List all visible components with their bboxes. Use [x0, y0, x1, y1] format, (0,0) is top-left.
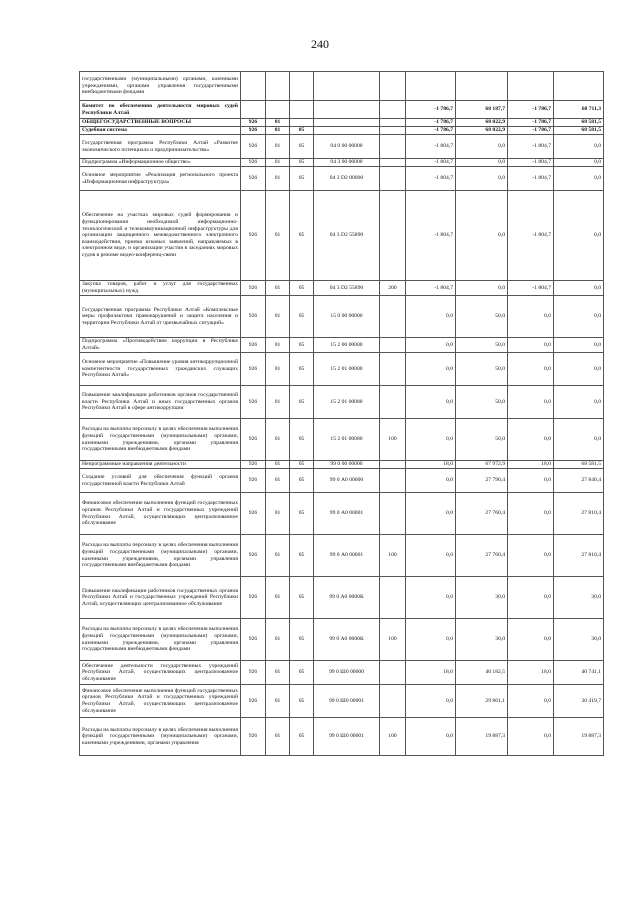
cell-amount-year1: 27 760,4	[456, 535, 508, 577]
cell-amendment-year2: 0,0	[508, 419, 554, 461]
table-row	[80, 419, 604, 461]
table-row	[80, 461, 604, 469]
cell-amount-year2: 0,0	[554, 159, 604, 167]
cell-name: Обеспечение деятельности государственных учреждений Республики Алтай, осуществляющих централизованное обслуживание	[80, 661, 241, 685]
table-row	[80, 353, 604, 386]
page-number: 240	[311, 37, 329, 51]
cell-amendment-year2: -1 786,7	[508, 101, 554, 119]
cell-amount-year1: 68 187,7	[456, 101, 508, 119]
cell-name: Обеспечение на участках мировых судей формирования и функционирования необходимой информационно-технологической и телекоммуникационной инфраструктуры для организации защищенного межведомственного электронного взаимодействия, приема исковых заявлений, направляемых в электронном виде, и организации участия в заседаниях мировых судов в режиме видео-конференц-связи	[80, 191, 241, 281]
cell-section: 01	[266, 191, 290, 281]
cell-amount-year1: 50,0	[456, 353, 508, 386]
cell-amendment-year2: -1 804,7	[508, 135, 554, 159]
cell-name: государственными (муниципальными) органами, казенными учреждениями, органами управления государственными внебюджетными фондами	[80, 72, 241, 101]
table-row	[80, 167, 604, 191]
cell-expense-type	[380, 577, 406, 619]
cell-amendment-year2: 18,0	[508, 461, 554, 469]
cell-section: 01	[266, 577, 290, 619]
cell-ministry: 926	[241, 281, 266, 296]
cell-amount-year1: 29 861,1	[456, 685, 508, 718]
cell-ministry: 926	[241, 127, 266, 135]
cell-amendment-year2	[508, 72, 554, 101]
cell-amendment-year2: -1 786,7	[508, 127, 554, 135]
cell-ministry: 926	[241, 619, 266, 661]
cell-name: Подпрограмма «Информационное общество»	[80, 159, 241, 167]
cell-subsection: 05	[290, 685, 314, 718]
budget-table	[79, 71, 604, 756]
cell-amendment-year2: 0,0	[508, 338, 554, 353]
cell-amendment-year2: -1 786,7	[508, 119, 554, 127]
cell-target-article: 99 0 А0 0000К	[314, 619, 380, 661]
table-row	[80, 661, 604, 685]
cell-amount-year1: 0,0	[456, 167, 508, 191]
cell-amount-year2	[554, 72, 604, 101]
table-row	[80, 296, 604, 338]
cell-amount-year1: 30,0	[456, 577, 508, 619]
cell-ministry: 926	[241, 461, 266, 469]
cell-expense-type	[380, 685, 406, 718]
table-row	[80, 577, 604, 619]
cell-name: Подпрограмма «Противодействие коррупции в Республике Алтай»	[80, 338, 241, 353]
cell-ministry: 926	[241, 353, 266, 386]
cell-name: Повышение квалификации работников органов государственной власти Республики Алтай и иных государственных органов Республики Алтай в сфере антикоррупции	[80, 386, 241, 419]
cell-amendment-year1: -1 804,7	[406, 135, 456, 159]
cell-amendment-year1: -1 786,7	[406, 101, 456, 119]
table-row	[80, 386, 604, 419]
cell-amount-year2: 27 840,4	[554, 469, 604, 493]
table-row	[80, 718, 604, 756]
cell-amount-year1	[456, 72, 508, 101]
cell-name: Расходы на выплаты персоналу в целях обеспечения выполнения функций государственными (муниципальными) органами, казенными учреждениями, органами управления государственными внебюджетными фондами	[80, 419, 241, 461]
cell-name: Создание условий для обеспечения функций органов государственной власти Республики Алтай	[80, 469, 241, 493]
table-row	[80, 619, 604, 661]
cell-expense-type: 100	[380, 419, 406, 461]
cell-subsection: 05	[290, 535, 314, 577]
cell-amendment-year2: 0,0	[508, 386, 554, 419]
cell-expense-type	[380, 191, 406, 281]
cell-name: Расходы на выплаты персоналу в целях обеспечения выполнения функций государственными (муниципальными) органами, казенными учреждениями, органами управления государственными внебюджетными фондами	[80, 619, 241, 661]
cell-name: ОБЩЕГОСУДАРСТВЕННЫЕ ВОПРОСЫ	[80, 119, 241, 127]
cell-name: Государственная программа Республики Алтай «Развитие экономического потенциала и предпринимательства»	[80, 135, 241, 159]
cell-amount-year2: 40 741,1	[554, 661, 604, 685]
cell-ministry: 926	[241, 493, 266, 535]
cell-target-article: 15 2 01 00080	[314, 419, 380, 461]
cell-amendment-year1: 0,0	[406, 296, 456, 338]
cell-target-article: 99 0 Ш0 00001	[314, 685, 380, 718]
cell-target-article: 15 2 01 00080	[314, 386, 380, 419]
cell-section	[266, 101, 290, 119]
table-row	[80, 127, 604, 135]
cell-amount-year2: 0,0	[554, 338, 604, 353]
cell-amount-year1: 67 972,9	[456, 461, 508, 469]
cell-subsection: 05	[290, 281, 314, 296]
cell-expense-type	[380, 135, 406, 159]
cell-subsection: 05	[290, 135, 314, 159]
cell-section: 01	[266, 127, 290, 135]
cell-amendment-year1: 0,0	[406, 386, 456, 419]
cell-amendment-year1: 18,0	[406, 461, 456, 469]
cell-amendment-year1: -1 804,7	[406, 159, 456, 167]
cell-target-article: 04 3 D2 55890	[314, 281, 380, 296]
cell-amendment-year1: 0,0	[406, 718, 456, 756]
cell-amendment-year1: 0,0	[406, 353, 456, 386]
table-row	[80, 72, 604, 101]
cell-expense-type	[380, 296, 406, 338]
cell-target-article	[314, 101, 380, 119]
cell-amendment-year1: -1 804,7	[406, 281, 456, 296]
cell-target-article: 99 0 А0 00001	[314, 535, 380, 577]
cell-name: Судебная система	[80, 127, 241, 135]
cell-amendment-year2: -1 804,7	[508, 191, 554, 281]
cell-target-article: 15 2 00 00000	[314, 338, 380, 353]
cell-ministry: 926	[241, 135, 266, 159]
cell-amount-year1: 50,0	[456, 386, 508, 419]
cell-section: 01	[266, 353, 290, 386]
cell-name: Комитет по обеспечению деятельности мировых судей Республики Алтай	[80, 101, 241, 119]
cell-target-article: 15 2 01 00000	[314, 353, 380, 386]
cell-amount-year1: 30,0	[456, 619, 508, 661]
cell-amendment-year1: 0,0	[406, 685, 456, 718]
table-row	[80, 338, 604, 353]
cell-target-article: 04 3 D2 00000	[314, 167, 380, 191]
cell-expense-type	[380, 386, 406, 419]
cell-amount-year2: 68 581,5	[554, 461, 604, 469]
table-row	[80, 159, 604, 167]
cell-amendment-year1: -1 804,7	[406, 191, 456, 281]
cell-amount-year2: 30 419,7	[554, 685, 604, 718]
table-row	[80, 493, 604, 535]
cell-expense-type	[380, 469, 406, 493]
cell-section: 01	[266, 461, 290, 469]
cell-section: 01	[266, 119, 290, 127]
cell-section: 01	[266, 167, 290, 191]
cell-target-article: 99 0 А0 00000	[314, 469, 380, 493]
cell-amendment-year2: 0,0	[508, 493, 554, 535]
cell-amendment-year2: 0,0	[508, 619, 554, 661]
cell-ministry: 926	[241, 386, 266, 419]
cell-name: Непрограммные направления деятельности	[80, 461, 241, 469]
cell-expense-type: 100	[380, 718, 406, 756]
cell-amendment-year1: 0,0	[406, 469, 456, 493]
cell-section: 01	[266, 419, 290, 461]
cell-expense-type	[380, 72, 406, 101]
cell-amendment-year1: 0,0	[406, 535, 456, 577]
cell-amendment-year2: -1 804,7	[508, 281, 554, 296]
cell-section: 01	[266, 159, 290, 167]
cell-expense-type	[380, 493, 406, 535]
cell-subsection: 05	[290, 353, 314, 386]
cell-target-article: 99 0 Ш0 00001	[314, 718, 380, 756]
table-row	[80, 281, 604, 296]
cell-amount-year1: 0,0	[456, 281, 508, 296]
cell-section	[266, 72, 290, 101]
cell-subsection: 05	[290, 419, 314, 461]
cell-amount-year1: 0,0	[456, 191, 508, 281]
cell-ministry: 926	[241, 685, 266, 718]
cell-subsection: 05	[290, 461, 314, 469]
cell-subsection: 05	[290, 159, 314, 167]
cell-amount-year2: 0,0	[554, 353, 604, 386]
cell-amount-year1: 50,0	[456, 296, 508, 338]
cell-amendment-year1: -1 786,7	[406, 119, 456, 127]
cell-target-article: 99 0 А0 0000К	[314, 577, 380, 619]
cell-amendment-year2: 0,0	[508, 353, 554, 386]
cell-amendment-year1: 0,0	[406, 419, 456, 461]
cell-subsection: 05	[290, 577, 314, 619]
cell-amount-year1: 27 760,4	[456, 493, 508, 535]
table-row	[80, 685, 604, 718]
cell-section: 01	[266, 685, 290, 718]
cell-ministry: 926	[241, 159, 266, 167]
cell-target-article: 99 0 А0 00001	[314, 493, 380, 535]
cell-amendment-year1: 0,0	[406, 577, 456, 619]
cell-expense-type	[380, 661, 406, 685]
cell-target-article: 04 3 00 00000	[314, 159, 380, 167]
cell-amount-year2: 30,0	[554, 577, 604, 619]
cell-expense-type	[380, 461, 406, 469]
cell-ministry: 926	[241, 296, 266, 338]
cell-amount-year2: 30,0	[554, 619, 604, 661]
table-row	[80, 119, 604, 127]
cell-target-article	[314, 72, 380, 101]
cell-amendment-year1: 0,0	[406, 493, 456, 535]
cell-amount-year1: 27 790,4	[456, 469, 508, 493]
cell-amendment-year2: 0,0	[508, 577, 554, 619]
cell-amendment-year2: 0,0	[508, 296, 554, 338]
cell-name: Основное мероприятие «Повышение уровня антикоррупционной компетентности государственных гражданских служащих Республики Алтай»	[80, 353, 241, 386]
cell-section: 01	[266, 493, 290, 535]
cell-target-article	[314, 127, 380, 135]
cell-subsection: 05	[290, 338, 314, 353]
cell-subsection	[290, 72, 314, 101]
cell-amendment-year1: -1 786,7	[406, 127, 456, 135]
cell-amount-year1: 19 887,3	[456, 718, 508, 756]
cell-amendment-year2: -1 804,7	[508, 167, 554, 191]
cell-name: Закупка товаров, работ и услуг для государственных (муниципальных) нужд	[80, 281, 241, 296]
cell-amount-year2: 0,0	[554, 167, 604, 191]
cell-section: 01	[266, 535, 290, 577]
cell-expense-type	[380, 167, 406, 191]
cell-section: 01	[266, 135, 290, 159]
cell-target-article: 04 0 00 00000	[314, 135, 380, 159]
cell-amendment-year1: 0,0	[406, 338, 456, 353]
cell-amendment-year2: 0,0	[508, 685, 554, 718]
cell-section: 01	[266, 718, 290, 756]
cell-amount-year2: 68 581,5	[554, 119, 604, 127]
cell-ministry	[241, 72, 266, 101]
cell-section: 01	[266, 296, 290, 338]
table-row	[80, 535, 604, 577]
cell-amount-year1: 68 022,9	[456, 119, 508, 127]
cell-target-article: 04 3 D2 55890	[314, 191, 380, 281]
cell-amount-year1: 50,0	[456, 338, 508, 353]
cell-section: 01	[266, 386, 290, 419]
cell-amount-year2: 0,0	[554, 386, 604, 419]
cell-name: Повышение квалификации работников государственных органов Республики Алтай и государственных учреждений Республики Алтай, осуществляющих централизованное обслуживание	[80, 577, 241, 619]
cell-subsection: 05	[290, 127, 314, 135]
cell-amendment-year2: 18,0	[508, 661, 554, 685]
cell-subsection: 05	[290, 469, 314, 493]
cell-name: Расходы на выплаты персоналу в целях обеспечения выполнения функций государственными (муниципальными) органами, казенными учреждениями, органами управления	[80, 718, 241, 756]
cell-target-article	[314, 119, 380, 127]
cell-expense-type: 100	[380, 535, 406, 577]
cell-amount-year1: 50,0	[456, 419, 508, 461]
table-row	[80, 469, 604, 493]
cell-section: 01	[266, 281, 290, 296]
cell-amount-year2: 0,0	[554, 191, 604, 281]
cell-name: Основное мероприятие «Реализация регионального проекта «Информационная инфраструктура»	[80, 167, 241, 191]
cell-amount-year1: 0,0	[456, 159, 508, 167]
cell-ministry: 926	[241, 419, 266, 461]
cell-expense-type	[380, 338, 406, 353]
cell-section: 01	[266, 338, 290, 353]
cell-ministry: 926	[241, 167, 266, 191]
cell-subsection: 05	[290, 493, 314, 535]
cell-expense-type	[380, 127, 406, 135]
cell-subsection	[290, 119, 314, 127]
cell-amendment-year1	[406, 72, 456, 101]
cell-subsection	[290, 101, 314, 119]
cell-amount-year1: 40 182,5	[456, 661, 508, 685]
cell-target-article: 15 0 00 00000	[314, 296, 380, 338]
cell-amendment-year2: -1 804,7	[508, 159, 554, 167]
cell-name: Государственная программа Республики Алтай «Комплексные меры профилактики правонарушений и защита населения и территории Республики Алтай от чрезвычайных ситуаций»	[80, 296, 241, 338]
cell-expense-type: 200	[380, 281, 406, 296]
cell-ministry: 926	[241, 661, 266, 685]
cell-expense-type	[380, 101, 406, 119]
cell-subsection: 05	[290, 619, 314, 661]
cell-ministry: 926	[241, 119, 266, 127]
cell-amendment-year2: 0,0	[508, 535, 554, 577]
cell-ministry: 926	[241, 535, 266, 577]
cell-amount-year2: 0,0	[554, 135, 604, 159]
cell-section: 01	[266, 619, 290, 661]
cell-amendment-year2: 0,0	[508, 718, 554, 756]
cell-name: Финансовое обеспечение выполнения функций государственных органов Республики Алтай и государственных учреждений Республики Алтай, осуществляющих централизованное обслуживание	[80, 493, 241, 535]
cell-subsection: 05	[290, 718, 314, 756]
cell-ministry	[241, 101, 266, 119]
cell-amount-year1: 68 022,9	[456, 127, 508, 135]
cell-section: 01	[266, 661, 290, 685]
cell-amount-year2: 19 887,3	[554, 718, 604, 756]
cell-expense-type	[380, 159, 406, 167]
cell-subsection: 05	[290, 661, 314, 685]
cell-subsection: 05	[290, 191, 314, 281]
cell-ministry: 926	[241, 338, 266, 353]
cell-amendment-year2: 0,0	[508, 469, 554, 493]
cell-ministry: 926	[241, 577, 266, 619]
cell-amount-year2: 0,0	[554, 296, 604, 338]
cell-subsection: 05	[290, 386, 314, 419]
cell-name: Расходы на выплаты персоналу в целях обеспечения выполнения функций государственными (муниципальными) органами, казенными учреждениями, органами управления государственными внебюджетными фондами	[80, 535, 241, 577]
table-row	[80, 101, 604, 119]
cell-amendment-year1: -1 804,7	[406, 167, 456, 191]
cell-amendment-year1: 0,0	[406, 619, 456, 661]
table-body	[80, 72, 604, 756]
cell-amount-year1: 0,0	[456, 135, 508, 159]
cell-subsection: 05	[290, 296, 314, 338]
cell-target-article: 99 0 00 00000	[314, 461, 380, 469]
cell-amount-year2: 0,0	[554, 281, 604, 296]
cell-expense-type: 100	[380, 619, 406, 661]
cell-amendment-year1: 18,0	[406, 661, 456, 685]
cell-amount-year2: 68 711,3	[554, 101, 604, 119]
cell-target-article: 99 0 Ш0 00000	[314, 661, 380, 685]
cell-amount-year2: 27 810,4	[554, 535, 604, 577]
cell-expense-type	[380, 353, 406, 386]
cell-ministry: 926	[241, 191, 266, 281]
cell-ministry: 926	[241, 718, 266, 756]
cell-expense-type	[380, 119, 406, 127]
cell-section: 01	[266, 469, 290, 493]
cell-ministry: 926	[241, 469, 266, 493]
cell-amount-year2: 68 581,5	[554, 127, 604, 135]
cell-amount-year2: 27 810,4	[554, 493, 604, 535]
table-row	[80, 135, 604, 159]
table-row	[80, 191, 604, 281]
cell-amount-year2: 0,0	[554, 419, 604, 461]
cell-subsection: 05	[290, 167, 314, 191]
cell-name: Финансовое обеспечение выполнения функций государственных органов Республики Алтай и государственных учреждений Республики Алтай, осуществляющих централизованное обслуживание	[80, 685, 241, 718]
